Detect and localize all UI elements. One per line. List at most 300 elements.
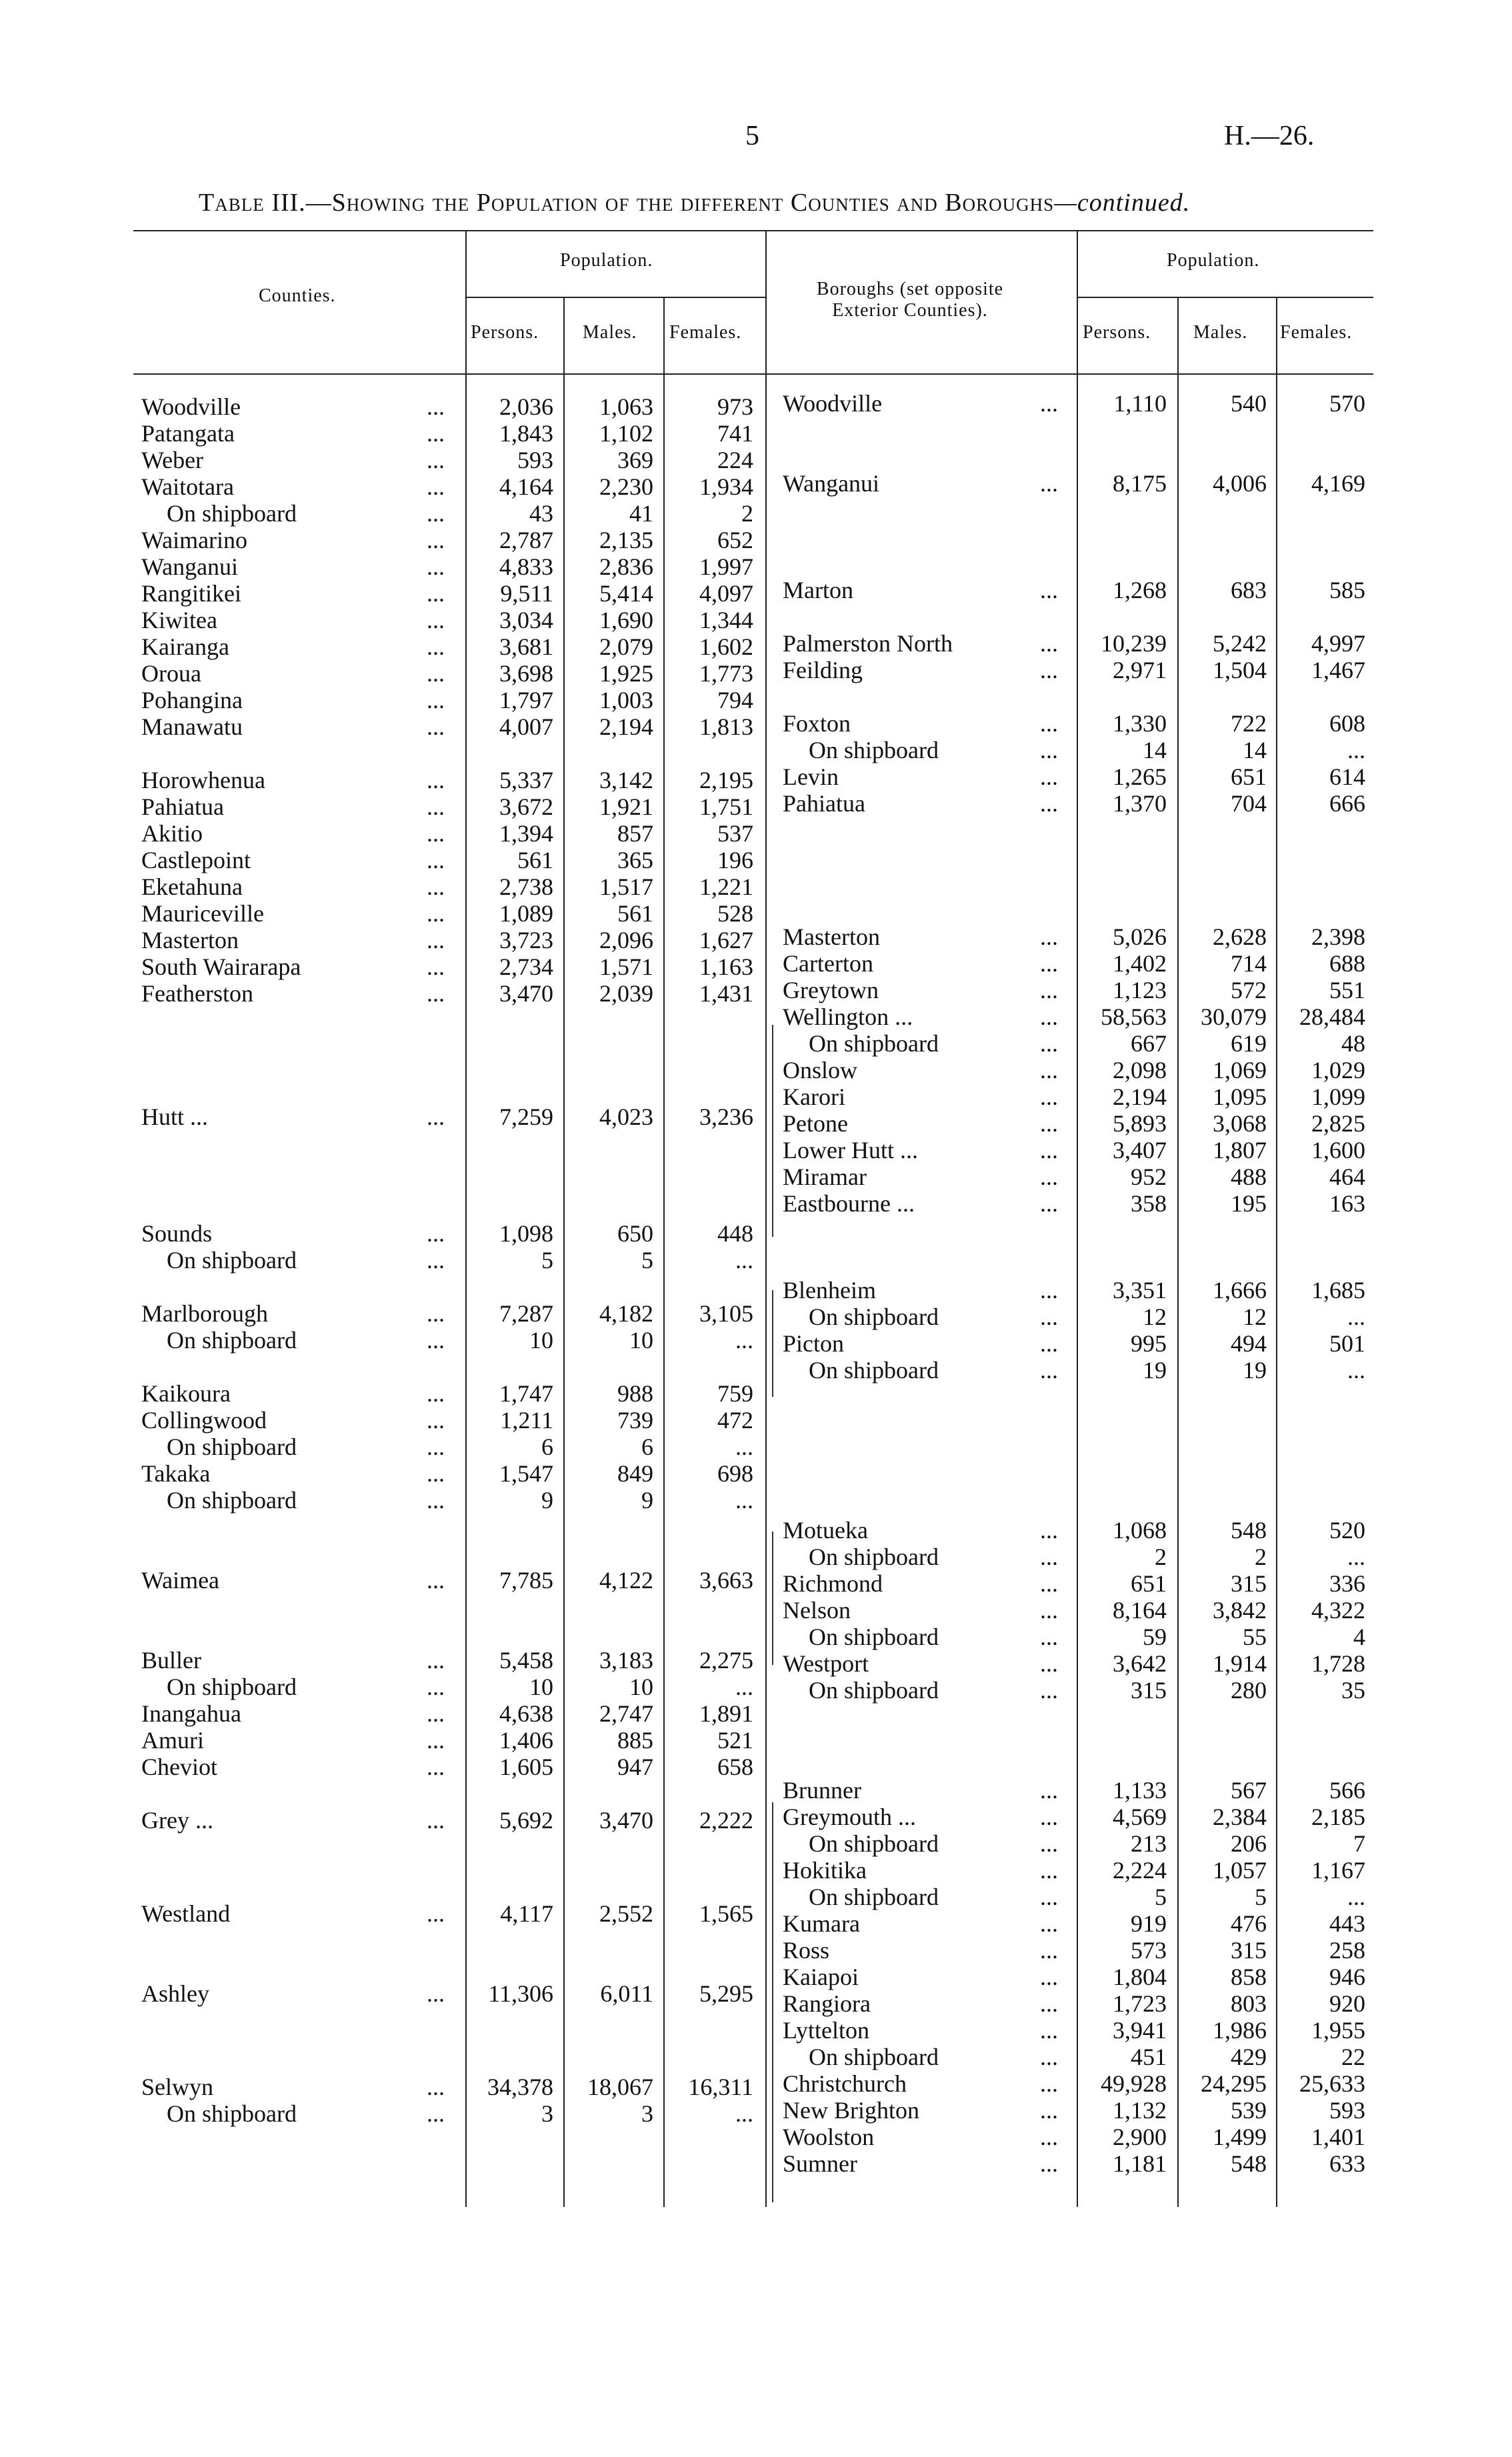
borough-females: 1,728	[1311, 1650, 1365, 1677]
county-males: 2,096	[599, 927, 653, 953]
borough-row	[0, 1650, 1512, 1677]
borough-persons: 2,971	[1113, 657, 1167, 683]
county-males: 10	[629, 1327, 653, 1354]
borough-row	[0, 2097, 1512, 2124]
borough-persons: 651	[1131, 1570, 1167, 1597]
county-row	[0, 500, 1512, 527]
borough-females: 946	[1329, 1964, 1365, 1990]
borough-females: 570	[1329, 390, 1365, 417]
borough-females: 2,185	[1311, 1804, 1365, 1830]
county-males: 2,230	[599, 473, 653, 500]
county-name: On shipboard	[167, 1487, 297, 1514]
leader-dots: ...	[427, 447, 445, 473]
county-persons: 1,547	[499, 1460, 553, 1487]
leader-dots: ...	[427, 1674, 445, 1700]
borough-row	[0, 1517, 1512, 1544]
borough-row	[0, 577, 1512, 603]
borough-name: On shipboard	[809, 1030, 939, 1057]
borough-persons: 3,407	[1113, 1137, 1167, 1163]
leader-dots: ...	[427, 1980, 445, 2007]
county-males: 857	[617, 820, 653, 847]
borough-name: Wellington ...	[783, 1003, 913, 1030]
borough-name: Ross	[783, 1937, 830, 1964]
county-name: Wanganui	[141, 553, 239, 580]
leader-dots: ...	[1040, 1330, 1058, 1357]
county-males: 2,039	[599, 980, 653, 1007]
county-males: 18,067	[587, 2074, 653, 2100]
leader-dots: ...	[427, 1487, 445, 1514]
county-persons: 34,378	[487, 2074, 553, 2100]
leader-dots: ...	[1040, 1544, 1058, 1570]
county-males: 2,552	[599, 1900, 653, 1927]
county-persons: 1,211	[500, 1407, 553, 1434]
page-number: 5	[745, 121, 759, 151]
borough-name: Rangiora	[783, 1990, 871, 2017]
county-females: 658	[717, 1754, 753, 1780]
borough-name: Levin	[783, 763, 839, 790]
county-name: Horowhenua	[141, 767, 265, 793]
county-females: 448	[717, 1220, 753, 1247]
county-name: On shipboard	[167, 1247, 297, 1274]
borough-females: 1,099	[1311, 1083, 1365, 1110]
county-males: 1,921	[599, 793, 653, 820]
county-females: 4,097	[699, 580, 753, 607]
county-name: Selwyn	[141, 2074, 213, 2100]
borough-persons: 5,026	[1113, 923, 1167, 950]
borough-row	[0, 1544, 1512, 1570]
county-name: Inangahua	[141, 1700, 241, 1727]
borough-row	[0, 2044, 1512, 2070]
county-females: 528	[717, 900, 753, 927]
borough-males: 704	[1231, 790, 1267, 817]
borough-name: Karori	[783, 1083, 845, 1110]
borough-name: On shipboard	[809, 1304, 939, 1330]
leader-dots: ...	[1040, 1277, 1058, 1304]
borough-males: 803	[1231, 1990, 1267, 2017]
leader-dots: ...	[427, 420, 445, 447]
borough-name: Miramar	[783, 1163, 867, 1190]
county-name: Grey ...	[141, 1807, 213, 1834]
borough-name: Sumner	[783, 2150, 857, 2177]
borough-persons: 2,098	[1113, 1057, 1167, 1083]
leader-dots: ...	[427, 1754, 445, 1780]
borough-name: Woolston	[783, 2124, 875, 2150]
borough-females: 48	[1341, 1030, 1365, 1057]
borough-females: 1,029	[1311, 1057, 1365, 1083]
borough-males: 722	[1231, 710, 1267, 737]
county-persons: 6	[541, 1434, 553, 1460]
county-males: 1,102	[599, 420, 653, 447]
borough-females: ...	[1347, 1884, 1365, 1910]
county-name: Kairanga	[141, 633, 229, 660]
leader-dots: ...	[1040, 1137, 1058, 1163]
borough-females: 920	[1329, 1990, 1365, 2017]
leader-dots: ...	[1040, 923, 1058, 950]
county-name: Hutt ...	[141, 1103, 209, 1130]
borough-females: ...	[1347, 1357, 1365, 1384]
county-row	[0, 1380, 1512, 1407]
county-name: Collingwood	[141, 1407, 267, 1434]
borough-name: On shipboard	[809, 1677, 939, 1704]
borough-name: Onslow	[783, 1057, 858, 1083]
county-name: Featherston	[141, 980, 253, 1007]
borough-row	[0, 737, 1512, 763]
borough-row	[0, 1884, 1512, 1910]
borough-row	[0, 1777, 1512, 1804]
borough-females: 1,401	[1311, 2124, 1365, 2150]
borough-persons: 59	[1143, 1624, 1167, 1650]
leader-dots: ...	[427, 847, 445, 873]
borough-row	[0, 2150, 1512, 2177]
county-females: ...	[735, 1327, 753, 1354]
county-persons: 1,089	[499, 900, 553, 927]
borough-row	[0, 1190, 1512, 1217]
borough-persons: 58,563	[1101, 1003, 1167, 1030]
borough-males: 1,666	[1213, 1277, 1267, 1304]
borough-persons: 5	[1155, 1884, 1167, 1910]
county-persons: 561	[517, 847, 553, 873]
county-males: 988	[617, 1380, 653, 1407]
county-females: 1,565	[699, 1900, 753, 1927]
county-row	[0, 1727, 1512, 1754]
borough-males: 315	[1231, 1570, 1267, 1597]
leader-dots: ...	[1040, 1357, 1058, 1384]
county-males: 1,003	[599, 687, 653, 713]
borough-name: Petone	[783, 1110, 848, 1137]
borough-name: Hokitika	[783, 1857, 867, 1884]
borough-row	[0, 1163, 1512, 1190]
county-persons: 2,787	[499, 527, 553, 553]
borough-females: 4,997	[1311, 630, 1365, 657]
borough-females: 1,955	[1311, 2017, 1365, 2044]
county-row	[0, 447, 1512, 473]
county-name: Rangitikei	[141, 580, 241, 607]
borough-row	[0, 1624, 1512, 1650]
borough-females: 2,398	[1311, 923, 1365, 950]
county-females: 1,997	[699, 553, 753, 580]
borough-females: ...	[1347, 1304, 1365, 1330]
borough-persons: 667	[1131, 1030, 1167, 1057]
leader-dots: ...	[427, 820, 445, 847]
borough-row	[0, 1677, 1512, 1704]
borough-persons: 1,723	[1113, 1990, 1167, 2017]
leader-dots: ...	[427, 873, 445, 900]
county-males: 2,747	[599, 1700, 653, 1727]
borough-females: 593	[1329, 2097, 1365, 2124]
borough-name: Masterton	[783, 923, 880, 950]
county-females: 652	[717, 527, 753, 553]
county-name: Mauriceville	[141, 900, 264, 927]
borough-females: 608	[1329, 710, 1365, 737]
borough-name: Carterton	[783, 950, 873, 977]
county-row	[0, 420, 1512, 447]
borough-name: Woodville	[783, 390, 883, 417]
borough-name: Feilding	[783, 657, 863, 683]
county-males: 2,135	[599, 527, 653, 553]
borough-persons: 3,941	[1113, 2017, 1167, 2044]
county-females: 1,813	[699, 713, 753, 740]
county-name: Woodville	[141, 393, 241, 420]
leader-dots: ...	[1040, 2150, 1058, 2177]
county-persons: 11,306	[488, 1980, 553, 2007]
borough-females: ...	[1347, 1544, 1365, 1570]
county-persons: 5,692	[499, 1807, 553, 1834]
borough-males: 4,006	[1213, 470, 1267, 497]
county-persons: 5	[541, 1247, 553, 1274]
leader-dots: ...	[427, 1807, 445, 1834]
county-females: 1,627	[699, 927, 753, 953]
borough-males: 2,628	[1213, 923, 1267, 950]
county-persons: 9,511	[500, 580, 553, 607]
county-males: 947	[617, 1754, 653, 1780]
leader-dots: ...	[1040, 1884, 1058, 1910]
county-males: 9	[641, 1487, 653, 1514]
borough-persons: 1,110	[1113, 390, 1167, 417]
borough-name: Blenheim	[783, 1277, 876, 1304]
county-females: 3,105	[699, 1300, 753, 1327]
county-females: 5,295	[699, 1980, 753, 2007]
county-name: On shipboard	[167, 1434, 297, 1460]
county-males: 3,470	[599, 1807, 653, 1834]
borough-males: 14	[1243, 737, 1267, 763]
borough-persons: 1,402	[1113, 950, 1167, 977]
county-row	[0, 687, 1512, 713]
county-name: Takaka	[141, 1460, 211, 1487]
borough-persons: 1,068	[1113, 1517, 1167, 1544]
borough-row	[0, 1057, 1512, 1083]
borough-row	[0, 1910, 1512, 1937]
county-name: Weber	[141, 447, 204, 473]
county-males: 3,183	[599, 1647, 653, 1674]
borough-males: 476	[1231, 1910, 1267, 1937]
leader-dots: ...	[427, 1103, 445, 1130]
leader-dots: ...	[1040, 950, 1058, 977]
borough-females: 633	[1329, 2150, 1365, 2177]
leader-dots: ...	[1040, 2044, 1058, 2070]
borough-males: 206	[1231, 1830, 1267, 1857]
county-females: 1,751	[699, 793, 753, 820]
borough-row	[0, 1003, 1512, 1030]
county-name: On shipboard	[167, 500, 297, 527]
header-county-males: Males.	[583, 322, 637, 343]
borough-row	[0, 710, 1512, 737]
county-name: On shipboard	[167, 2100, 297, 2127]
county-persons: 1,797	[499, 687, 553, 713]
leader-dots: ...	[1040, 1570, 1058, 1597]
borough-row	[0, 1083, 1512, 1110]
county-persons: 5,458	[499, 1647, 553, 1674]
county-females: ...	[735, 1434, 753, 1460]
borough-males: 714	[1231, 950, 1267, 977]
borough-females: 688	[1329, 950, 1365, 977]
county-males: 10	[629, 1674, 653, 1700]
county-females: 1,221	[699, 873, 753, 900]
borough-males: 540	[1231, 390, 1267, 417]
borough-persons: 1,370	[1113, 790, 1167, 817]
county-row	[0, 1700, 1512, 1727]
county-persons: 2,036	[499, 393, 553, 420]
leader-dots: ...	[1040, 2070, 1058, 2097]
borough-females: 4	[1353, 1624, 1365, 1650]
leader-dots: ...	[1040, 1804, 1058, 1830]
borough-persons: 8,175	[1113, 470, 1167, 497]
borough-name: Lyttelton	[783, 2017, 869, 2044]
leader-dots: ...	[1040, 1083, 1058, 1110]
county-row	[0, 553, 1512, 580]
borough-persons: 10,239	[1101, 630, 1167, 657]
header-borough-persons: Persons.	[1083, 322, 1151, 343]
borough-persons: 3,642	[1113, 1650, 1167, 1677]
county-persons: 4,117	[500, 1900, 553, 1927]
leader-dots: ...	[427, 980, 445, 1007]
county-males: 1,517	[599, 873, 653, 900]
leader-dots: ...	[1040, 1003, 1058, 1030]
county-name: Masterton	[141, 927, 239, 953]
borough-females: 22	[1341, 2044, 1365, 2070]
county-females: 472	[717, 1407, 753, 1434]
county-males: 4,023	[599, 1103, 653, 1130]
borough-persons: 4,569	[1113, 1804, 1167, 1830]
leader-dots: ...	[427, 1900, 445, 1927]
borough-row	[0, 1570, 1512, 1597]
leader-dots: ...	[1040, 1304, 1058, 1330]
header-borough-population: Population.	[1167, 250, 1260, 271]
leader-dots: ...	[427, 1407, 445, 1434]
leader-dots: ...	[1040, 470, 1058, 497]
borough-name: Westport	[783, 1650, 869, 1677]
county-persons: 5,337	[499, 767, 553, 793]
table-title-main: —Showing the Population of the different Counties and Boroughs	[305, 189, 1055, 217]
leader-dots: ...	[1040, 737, 1058, 763]
borough-name: On shipboard	[809, 2044, 939, 2070]
borough-females: 163	[1329, 1190, 1365, 1217]
county-row	[0, 1407, 1512, 1434]
borough-males: 24,295	[1201, 2070, 1267, 2097]
county-name: Waitotara	[141, 473, 235, 500]
county-name: Marlborough	[141, 1300, 268, 1327]
leader-dots: ...	[427, 953, 445, 980]
leader-dots: ...	[1040, 1110, 1058, 1137]
county-males: 3	[641, 2100, 653, 2127]
borough-row	[0, 1277, 1512, 1304]
borough-name: Christchurch	[783, 2070, 907, 2097]
header-county-females: Females.	[669, 322, 742, 343]
header-borough-males: Males.	[1193, 322, 1248, 343]
leader-dots: ...	[1040, 1650, 1058, 1677]
borough-males: 1,986	[1213, 2017, 1267, 2044]
county-persons: 2,738	[499, 873, 553, 900]
borough-persons: 451	[1131, 2044, 1167, 2070]
county-males: 3,142	[599, 767, 653, 793]
borough-persons: 12	[1143, 1304, 1167, 1330]
borough-persons: 315	[1131, 1677, 1167, 1704]
county-name: Oroua	[141, 660, 201, 687]
borough-name: Motueka	[783, 1517, 868, 1544]
county-name: Manawatu	[141, 713, 243, 740]
borough-males: 2	[1255, 1544, 1267, 1570]
borough-persons: 952	[1131, 1163, 1167, 1190]
borough-name: Wanganui	[783, 470, 880, 497]
leader-dots: ...	[427, 1647, 445, 1674]
county-males: 885	[617, 1727, 653, 1754]
borough-name: New Brighton	[783, 2097, 919, 2124]
county-males: 2,194	[599, 713, 653, 740]
borough-females: 566	[1329, 1777, 1365, 1804]
county-row	[0, 1487, 1512, 1514]
borough-row	[0, 470, 1512, 497]
borough-row	[0, 390, 1512, 417]
borough-males: 548	[1231, 1517, 1267, 1544]
borough-row	[0, 1937, 1512, 1964]
borough-row	[0, 1804, 1512, 1830]
borough-males: 494	[1231, 1330, 1267, 1357]
borough-males: 1,069	[1213, 1057, 1267, 1083]
borough-males: 1,095	[1213, 1083, 1267, 1110]
county-persons: 1,605	[499, 1754, 553, 1780]
borough-row	[0, 950, 1512, 977]
county-females: 698	[717, 1460, 753, 1487]
borough-row	[0, 763, 1512, 790]
header-county-persons: Persons.	[471, 322, 539, 343]
borough-row	[0, 790, 1512, 817]
table-header-rule	[133, 373, 1373, 375]
county-name: Westland	[141, 1900, 231, 1927]
borough-females: 1,167	[1311, 1857, 1365, 1884]
county-females: 3,663	[699, 1567, 753, 1594]
leader-dots: ...	[1040, 1677, 1058, 1704]
header-boroughs: Boroughs (set opposite Exterior Counties).	[816, 279, 1004, 321]
county-persons: 10	[529, 1674, 553, 1700]
borough-males: 548	[1231, 2150, 1267, 2177]
leader-dots: ...	[427, 527, 445, 553]
leader-dots: ...	[1040, 2097, 1058, 2124]
county-persons: 7,259	[499, 1103, 553, 1130]
borough-males: 488	[1231, 1163, 1267, 1190]
borough-persons: 995	[1131, 1330, 1167, 1357]
borough-name: On shipboard	[809, 1884, 939, 1910]
borough-name: Nelson	[783, 1597, 851, 1624]
county-name: Sounds	[141, 1220, 213, 1247]
leader-dots: ...	[1040, 1830, 1058, 1857]
borough-name: Kumara	[783, 1910, 860, 1937]
county-females: ...	[735, 1487, 753, 1514]
borough-persons: 2,194	[1113, 1083, 1167, 1110]
borough-row	[0, 1830, 1512, 1857]
borough-persons: 2	[1155, 1544, 1167, 1570]
borough-persons: 5,893	[1113, 1110, 1167, 1137]
borough-males: 1,499	[1213, 2124, 1267, 2150]
borough-females: 35	[1341, 1677, 1365, 1704]
county-row	[0, 1754, 1512, 1780]
county-persons: 4,007	[499, 713, 553, 740]
borough-males: 5,242	[1213, 630, 1267, 657]
table-top-rule	[133, 230, 1373, 231]
borough-females: 520	[1329, 1517, 1365, 1544]
county-females: 973	[717, 393, 753, 420]
county-name: South Wairarapa	[141, 953, 301, 980]
borough-name: On shipboard	[809, 1624, 939, 1650]
county-males: 5	[641, 1247, 653, 1274]
borough-row	[0, 657, 1512, 683]
leader-dots: ...	[427, 1220, 445, 1247]
leader-dots: ...	[427, 553, 445, 580]
borough-row	[0, 1597, 1512, 1624]
borough-name: Richmond	[783, 1570, 883, 1597]
borough-females: 1,600	[1311, 1137, 1365, 1163]
borough-males: 3,842	[1213, 1597, 1267, 1624]
borough-name: On shipboard	[809, 737, 939, 763]
county-persons: 2,734	[499, 953, 553, 980]
